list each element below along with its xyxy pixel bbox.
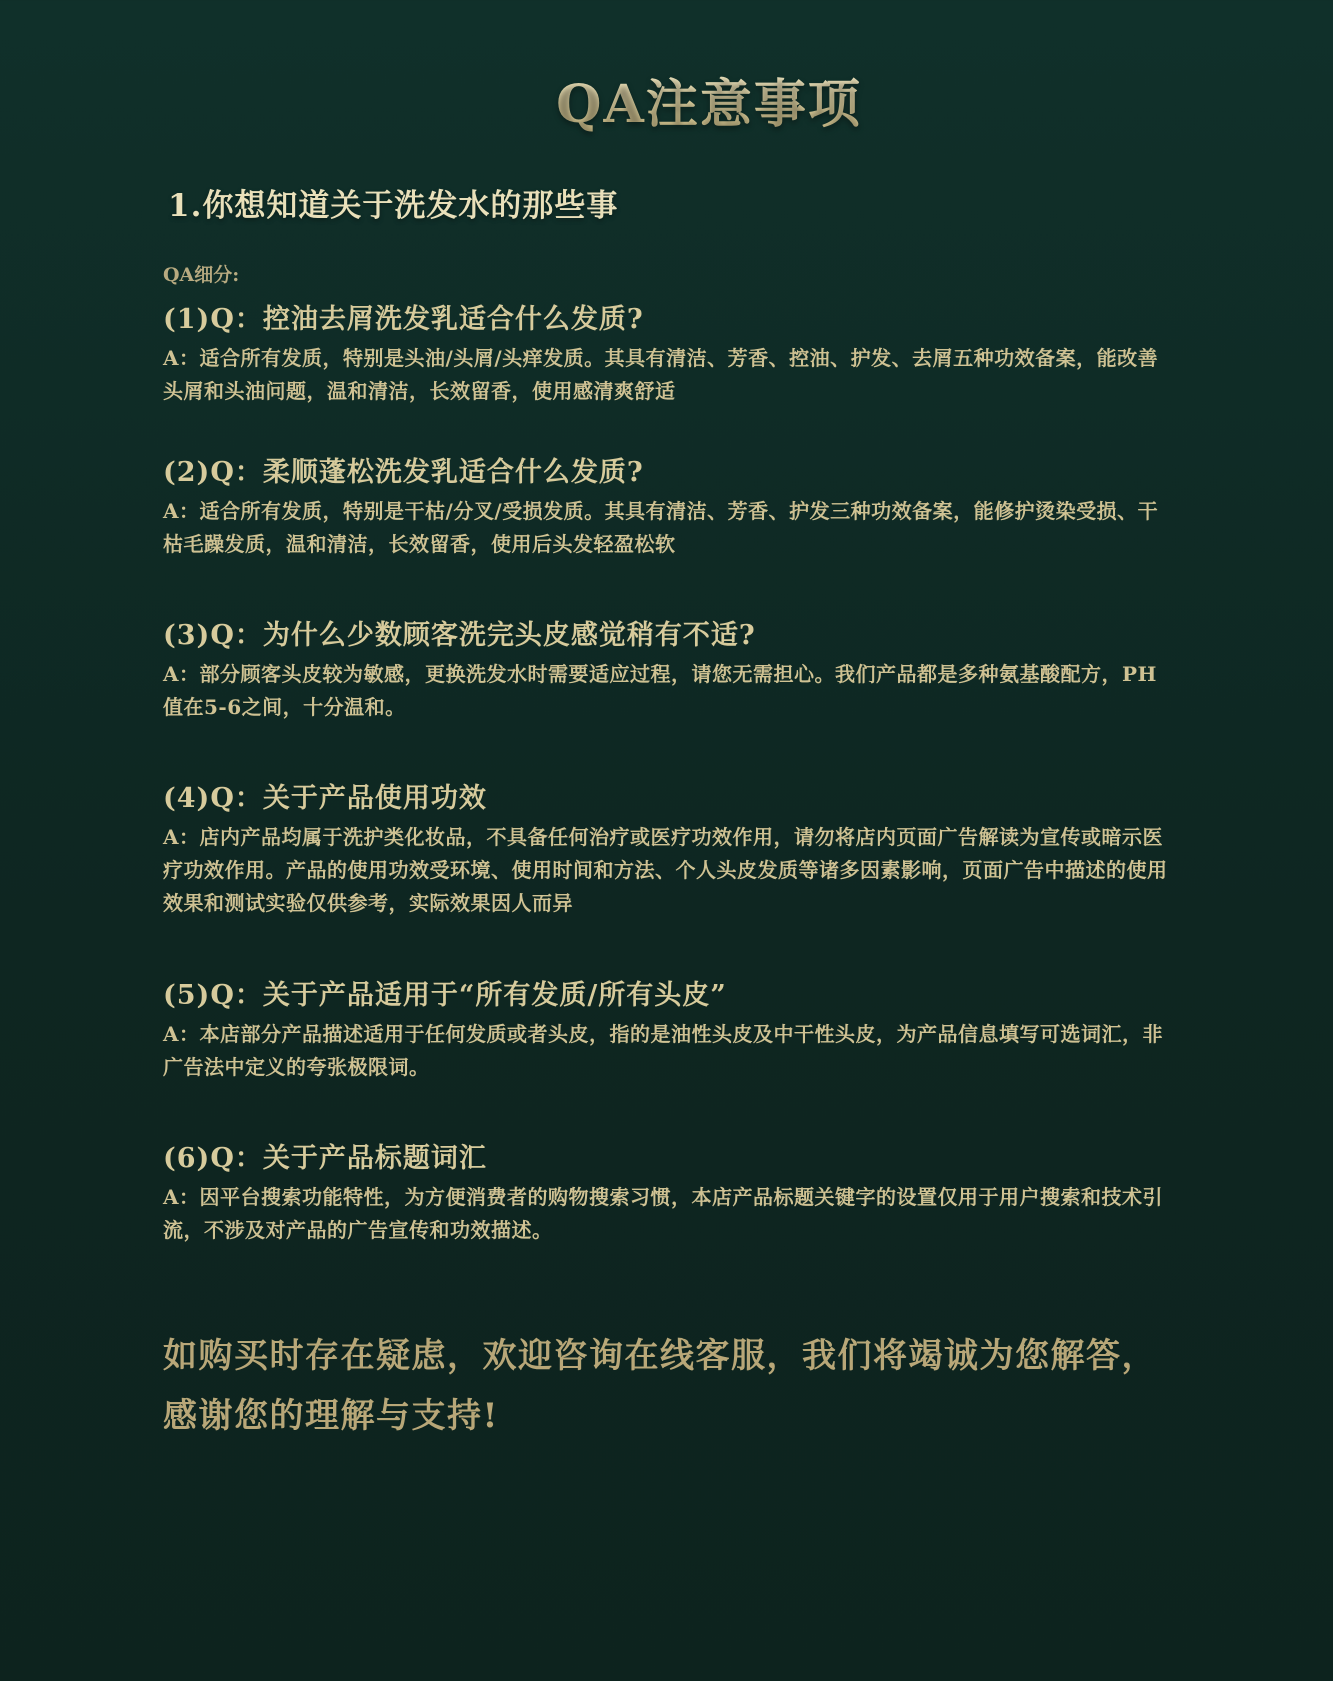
- question-text: (4)Q：关于产品使用功效: [163, 783, 487, 814]
- question-text: (5)Q：关于产品适用于“所有发质/所有头皮”: [163, 980, 727, 1011]
- qa-item: [163, 1141, 1173, 1261]
- section-title: 1.你想知道关于洗发水的那些事: [168, 188, 619, 224]
- qa-item: [163, 455, 1173, 618]
- answer-text: A：适合所有发质，特别是干枯/分叉/受损发质。其具有清洁、芳香、护发三种功效备案，能修护烫染受损、干枯毛躁发质，温和清洁，长效留香，使用后头发轻盈松软: [163, 499, 1159, 556]
- qa-item: [163, 978, 1173, 1141]
- closing-message: 如购买时存在疑虑，欢迎咨询在线客服，我们将竭诚为您解答，感谢您的理解与支持!: [163, 1336, 1157, 1436]
- qa-item: [163, 618, 1173, 781]
- qa-item: [163, 781, 1173, 978]
- question-text: (1)Q：控油去屑洗发乳适合什么发质?: [163, 304, 644, 335]
- question-text: (2)Q：柔顺蓬松洗发乳适合什么发质?: [163, 457, 644, 488]
- answer-text: A：部分顾客头皮较为敏感，更换洗发水时需要适应过程，请您无需担心。我们产品都是多种氨基酸配方，PH值在5-6之间，十分温和。: [163, 662, 1157, 719]
- answer-text: A：本店部分产品描述适用于任何发质或者头皮，指的是油性头皮及中干性头皮，为产品信息填写可选词汇，非广告法中定义的夸张极限词。: [163, 1022, 1164, 1079]
- qa-item: [163, 302, 1173, 455]
- answer-text: A：店内产品均属于洗护类化妆品，不具备任何治疗或医疗功效作用，请勿将店内页面广告解读为宣传或暗示医疗功效作用。产品的使用功效受环境、使用时间和方法、个人头皮发质等诸多因素影响，页面广告中描述的使用效果和测试实验仅供参考，实际效果因人而异: [163, 825, 1168, 915]
- qa-list: [163, 302, 1173, 1261]
- answer-text: A：适合所有发质，特别是头油/头屑/头痒发质。其具有清洁、芳香、控油、护发、去屑五种功效备案，能改善头屑和头油问题，温和清洁，长效留香，使用感清爽舒适: [163, 346, 1159, 403]
- qa-subheading: QA细分:: [163, 264, 240, 286]
- question-text: (3)Q：为什么少数顾客洗完头皮感觉稍有不适?: [163, 620, 756, 651]
- page-title: QA注意事项: [0, 62, 1333, 137]
- answer-text: A：因平台搜索功能特性，为方便消费者的购物搜索习惯，本店产品标题关键字的设置仅用于用户搜索和技术引流，不涉及对产品的广告宣传和功效描述。: [163, 1185, 1164, 1242]
- question-text: (6)Q：关于产品标题词汇: [163, 1143, 487, 1174]
